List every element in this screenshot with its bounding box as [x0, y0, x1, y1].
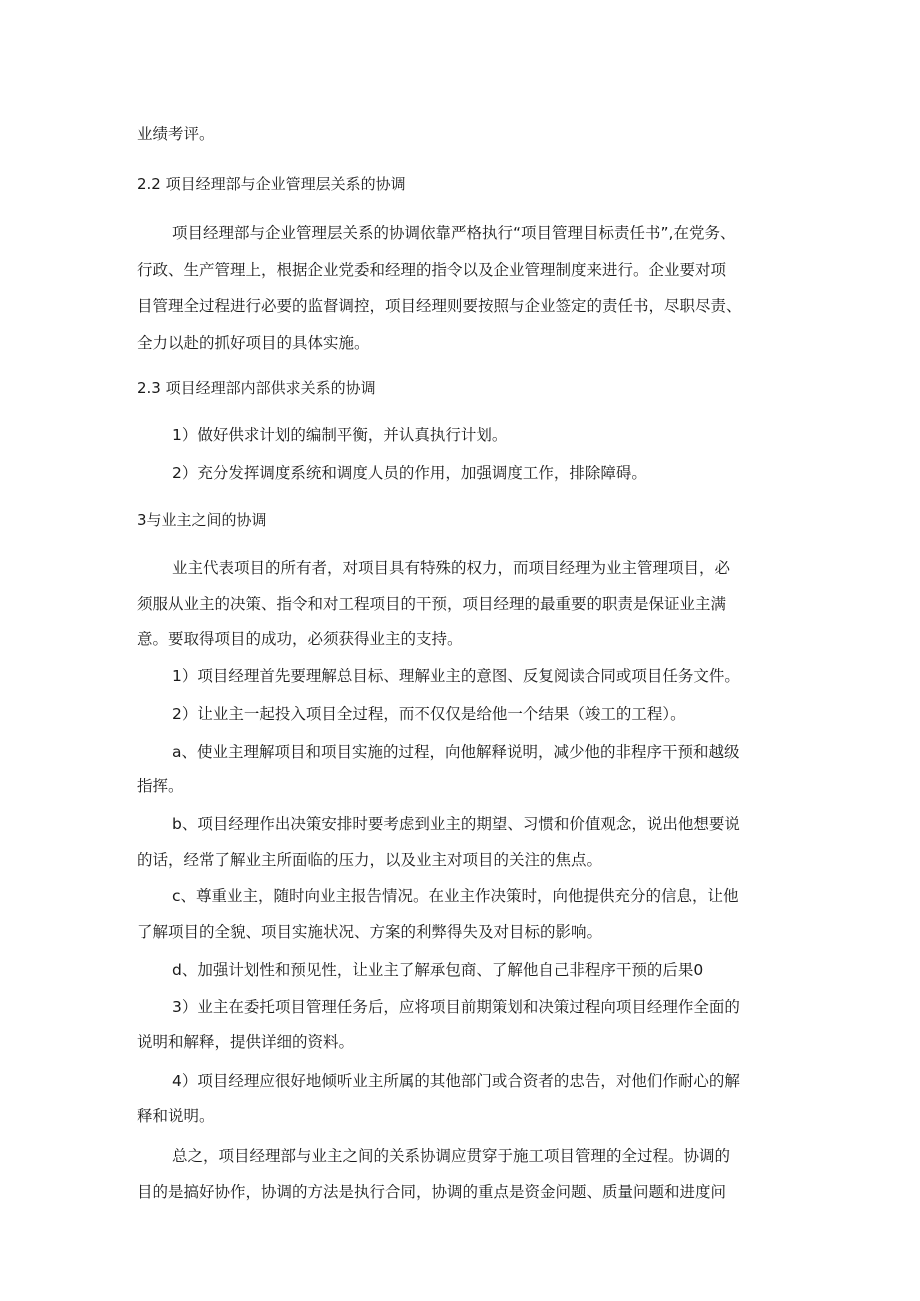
section-heading-3: 3与业主之间的协调: [137, 511, 267, 529]
paragraph-line: 行政、生产管理上，根据企业党委和经理的指令以及企业管理制度来进行。企业要对项: [137, 261, 727, 279]
paragraph-line: 总之，项目经理部与业主之间的关系协调应贯穿于施工项目管理的全过程。协调的: [172, 1147, 731, 1165]
list-item: 3）业主在委托项目管理任务后，应将项目前期策划和决策过程向项目经理作全面的: [172, 998, 740, 1016]
paragraph-line: 意。要取得项目的成功，必须获得业主的支持。: [137, 630, 463, 648]
paragraph-line: 目管理全过程进行必要的监督调控，项目经理则要按照与企业签定的责任书，尽职尽责、: [137, 297, 742, 315]
list-item: 4）项目经理应很好地倾听业主所属的其他部门或合资者的忠告，对他们作耐心的解: [172, 1072, 740, 1090]
list-item: a、使业主理解项目和项目实施的过程，向他解释说明，减少他的非程序干预和越级: [172, 743, 740, 761]
list-item: b、项目经理作出决策安排时要考虑到业主的期望、习惯和价值观念，说出他想要说: [172, 815, 740, 833]
section-heading-2-2: 2.2 项目经理部与企业管理层关系的协调: [137, 175, 406, 193]
paragraph-line: 项目经理部与企业管理层关系的协调依靠严格执行“项目管理目标责任书”,在党务、: [172, 224, 736, 242]
paragraph-line: 全力以赴的抓好项目的具体实施。: [137, 334, 370, 352]
paragraph-line: 释和说明。: [137, 1107, 215, 1125]
paragraph-line: 说明和解释，提供详细的资料。: [137, 1033, 355, 1051]
paragraph-line: 业绩考评。: [137, 125, 215, 143]
paragraph-line: 业主代表项目的所有者，对项目具有特殊的权力，而项目经理为业主管理项目，必: [172, 559, 731, 577]
list-item: 2）充分发挥调度系统和调度人员的作用，加强调度工作，排除障碍。: [172, 464, 647, 482]
list-item: 1）项目经理首先要理解总目标、理解业主的意图、反复阅读合同或项目任务文件。: [172, 667, 740, 685]
list-item: 1）做好供求计划的编制平衡，并认真执行计划。: [172, 426, 508, 444]
list-item: c、尊重业主，随时向业主报告情况。在业主作决策时，向他提供充分的信息，让他: [172, 887, 739, 905]
paragraph-line: 指挥。: [137, 777, 184, 795]
list-item: d、加强计划性和预见性，让业主了解承包商、了解他自己非程序干预的后果0: [172, 961, 704, 979]
paragraph-line: 了解项目的全貌、项目实施状况、方案的利弊得失及对目标的影响。: [137, 923, 603, 941]
paragraph-line: 须服从业主的决策、指令和对工程项目的干预，项目经理的最重要的职责是保证业主满: [137, 595, 727, 613]
list-item: 2）让业主一起投入项目全过程，而不仅仅是给他一个结果（竣工的工程）。: [172, 705, 686, 723]
paragraph-line: 目的是搞好协作，协调的方法是执行合同，协调的重点是资金问题、质量问题和进度问: [137, 1183, 727, 1201]
section-heading-2-3: 2.3 项目经理部内部供求关系的协调: [137, 379, 376, 397]
paragraph-line: 的话，经常了解业主所面临的压力，以及业主对项目的关注的焦点。: [137, 851, 603, 869]
